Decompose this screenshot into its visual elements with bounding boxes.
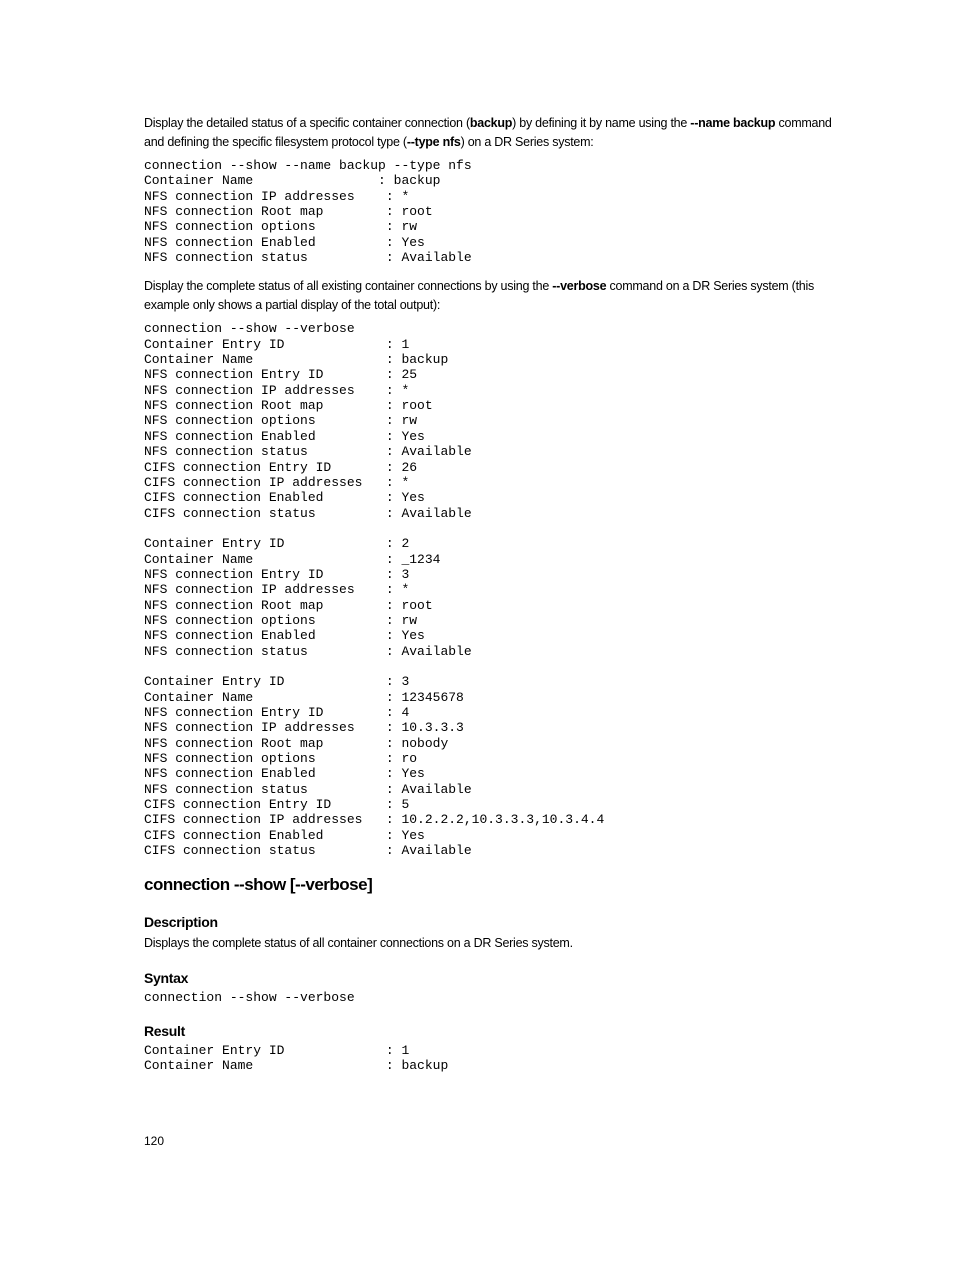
page-number: 120 <box>144 1134 165 1148</box>
intro2-text-1: Display the complete status of all existing container connections by using the <box>144 279 553 294</box>
intro2-text-2: command on a DR Series system (this example only shows a partial display of the total output): <box>144 279 815 313</box>
intro1-text-4: ) on a DR Series system: <box>460 135 594 149</box>
description-heading: Description <box>144 914 218 931</box>
section-title: connection --show [--verbose] <box>144 875 373 895</box>
page-content <box>144 114 844 1073</box>
syntax-code: connection --show --verbose <box>144 990 355 1006</box>
intro-paragraph-2 <box>144 277 844 315</box>
result-heading: Result <box>144 1022 185 1039</box>
intro-paragraph-1 <box>144 114 844 152</box>
code-block-name-backup: connection --show --name backup --type nfs Container Name : backup NFS connection IP addresses : * NFS connection Root map : root NFS connection options : rw NFS connection Enabled : Yes NFS connection status : Available <box>144 158 472 266</box>
intro1-text-2: ) by defining it by name using the <box>512 116 691 130</box>
intro2-bold-verbose: --verbose <box>552 279 607 294</box>
intro1-bold-name-backup: --name backup <box>690 116 776 130</box>
intro1-bold-type-nfs: --type nfs <box>406 135 461 149</box>
code-block-verbose: connection --show --verbose Container Entry ID : 1 Container Name : backup NFS connection Entry ID : 25 NFS connection IP addresses : * NFS connection Root map : root NFS connection options : rw NFS connection Enabled : Yes NFS connection status : Available CIFS connection Entry ID : 26 CIFS connection IP addresses : * CIFS connection Enabled : Yes CIFS connection status : Available Container Entry ID : 2 Container Name : _1234 NFS connection Entry ID : 3 NFS connection IP addresses : * NFS connection Root map : root NFS connection options : rw NFS connection Enabled : Yes NFS connection status : Available Container Entry ID : 3 Container Name : 12345678 NFS connection Entry ID : 4 NFS connection IP addresses : 10.3.3.3 NFS connection Root map : nobody NFS connection options : ro NFS connection Enabled : Yes NFS connection status : Available CIFS connection Entry ID : 5 CIFS connection IP addresses : 10.2.2.2,10.3.3.3,10.3.4.4 CIFS connection Enabled : Yes CIFS connection status : Available <box>144 321 605 859</box>
description-text: Displays the complete status of all container connections on a DR Series system. <box>144 936 573 951</box>
result-code: Container Entry ID : 1 Container Name : backup <box>144 1042 449 1074</box>
intro1-text-1: Display the detailed status of a specific container connection ( <box>144 116 470 130</box>
intro1-bold-backup: backup <box>469 116 513 130</box>
intro1-text-3: command and defining the specific filesystem protocol type ( <box>144 116 832 149</box>
syntax-heading: Syntax <box>144 970 189 987</box>
